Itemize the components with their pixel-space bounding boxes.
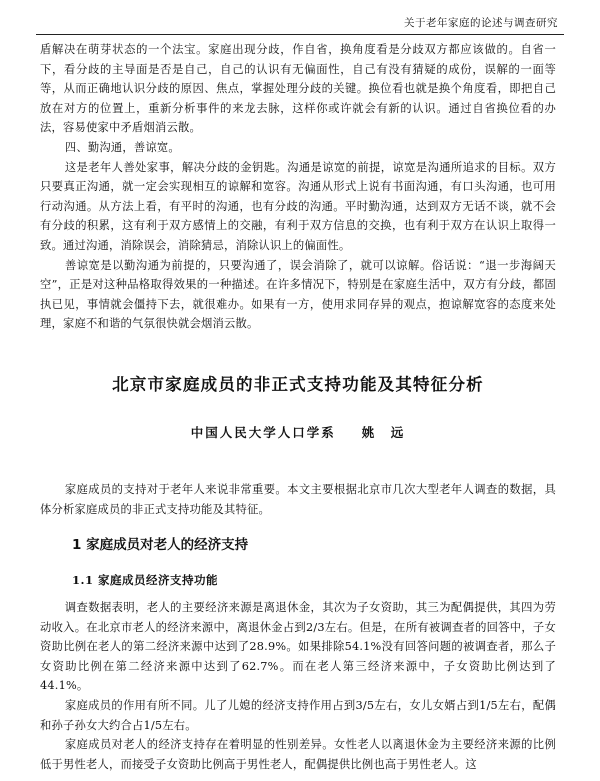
paragraph: 家庭成员对老人的经济支持存在着明显的性别差异。女性老人以离退休金为主要经济来源的比例低于男性老人，而接受子女资助比例高于男性老人，配偶提供比例也高于男性老人。这 bbox=[40, 738, 556, 771]
author-name: 姚 远 bbox=[361, 425, 406, 440]
paragraph: 善谅宽是以勤沟通为前提的，只要沟通了，误会消除了，就可以谅解。俗话说：“退一步海阔天空”，正是对这种品格取得效果的一种描述。在许多情况下，特别是在家庭生活中，双方有分歧，都固执已见，事情就会僵持下去，就很难办。如果有一方，使用求同存异的观点，抱谅解宽容的态度来处理，家庭不和谐的气氛很快就会烟消云散。 bbox=[40, 258, 556, 331]
author-affiliation: 中国人民大学人口学系 bbox=[190, 425, 336, 440]
previous-article-text bbox=[40, 40, 556, 334]
author-line bbox=[40, 423, 556, 441]
running-header: 关于老年家庭的论述与调查研究 bbox=[404, 17, 558, 29]
header-rule bbox=[36, 34, 564, 35]
paragraph: 调查数据表明，老人的主要经济来源是离退休金，其次为子女资助，其三为配偶提供，其四为劳动收入。在北京市老人的经济来源中，离退休金占到2/3左右。但是，在所有被调查者的回答中，子女资助比例在老人的第二经济来源中达到了28.9%。如果排除54.1%没有回答问题的被调查者，那么子女资助比例在第二经济来源中达到了62.7%。而在老人第三经济来源中，子女资助比例达到了44.1%。 bbox=[40, 601, 556, 693]
paragraph: 这是老年人善处家事，解决分歧的金钥匙。沟通是谅宽的前提，谅宽是沟通所追求的目标。双方只要真正沟通，就一定会实现相互的谅解和宽容。沟通从形式上说有书面沟通，有口头沟通，也可用行动沟通。从方法上看，有平时的沟通，也有分歧的沟通。平时勤沟通，达到双方无话不谈，就不会有分歧的积累，这有利于双方感情上的交融，有利于双方信息的交换，也有利于双方在认识上取得一致。通过沟通，消除误会，消除猜忌，消除认识上的偏面性。 bbox=[40, 160, 556, 252]
article-title: 北京市家庭成员的非正式支持功能及其特征分析 bbox=[112, 375, 484, 394]
abstract bbox=[40, 480, 556, 519]
section-subheading: 四、勤沟通，善谅宽。 bbox=[64, 140, 180, 154]
abstract-text: 家庭成员的支持对于老年人来说非常重要。本文主要根据北京市几次大型老年人调查的数据，具体分析家庭成员的非正式支持功能及其特征。 bbox=[40, 483, 556, 516]
section-heading: 1 家庭成员对老人的经济支持 bbox=[72, 537, 249, 553]
paragraph: 盾解决在萌芽状态的一个法宝。家庭出现分歧，作自省，换角度看是分歧双方都应该做的。自省一下，看分歧的主导面是否是自己，自己的认识有无偏面性，自己有没有猜疑的成份，误解的一面等等，从而正确地认识分歧的原因、焦点，掌握处理分歧的关键。换位看也就是换个角度看，即把自己放在对方的位置上，重新分析事件的来龙去脉，这样你或许就会有新的认识。通过自省换位看的办法，容易使家中矛盾烟消云散。 bbox=[40, 43, 556, 135]
article-body bbox=[40, 598, 556, 774]
paragraph: 家庭成员的作用有所不同。儿了儿媳的经济支持作用占到3/5左右，女儿女婿占到1/5左右，配偶和孙子孙女大约合占1/5左右。 bbox=[40, 698, 556, 732]
subsection-heading: 1.1 家庭成员经济支持功能 bbox=[72, 573, 219, 587]
